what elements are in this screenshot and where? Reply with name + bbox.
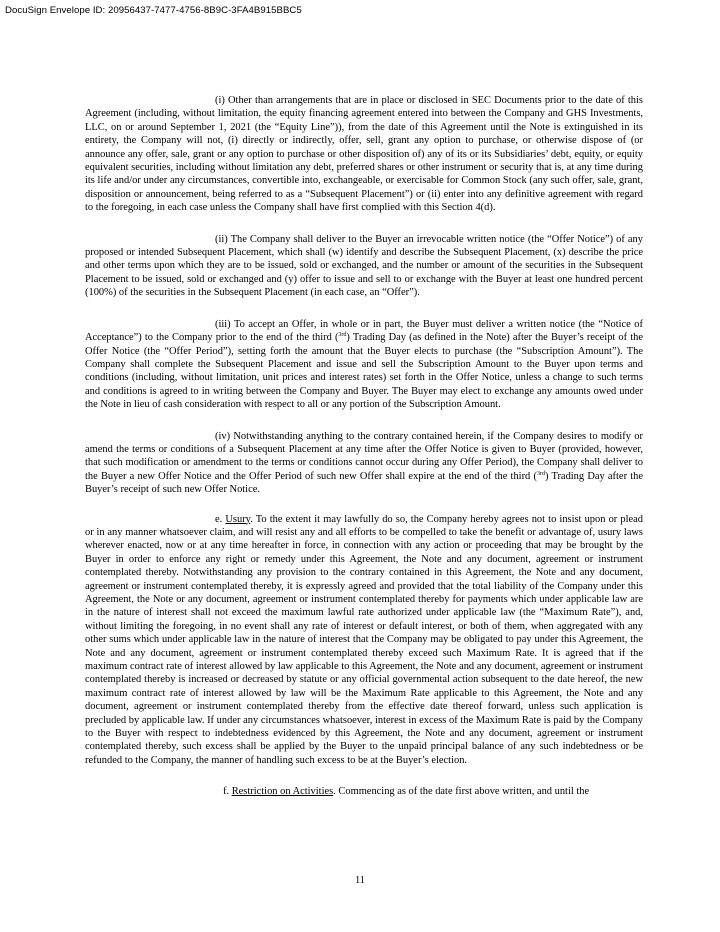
section-heading-restriction: Restriction on Activities [231,786,334,798]
section-e-usury [85,513,643,768]
paragraph-4d-i: (i) Other than arrangements that are in place or disclosed in SEC Documents prior to the date of this Agreement (including, without limitation, the equity financing agreement entered into between the Company and GHS Investments, LLC, on or around September 1, 2021 (the “Equity Line”)), from the date of this Agreement until the Note is extinguished in its entirety, the Company will not, (i) directly or indirectly, offer, sell, grant any option to purchase, or otherwise dispose of (or announce any offer, sale, grant or any option to purchase or other disposition of) any of its or its Subsidiaries’ debt, equity, or equity equivalent securities, including without limitation any debt, preferred shares or other instrument or security that is, at any time during its life and/or under any circumstances, convertible into, exchangeable, or exercisable for Common Stock (any such offer, sale, grant, disposition or announcement, being referred to as a “Subsequent Placement”) or (ii) enter into any definitive agreement with regard to the foregoing, in each case unless the Company shall have first complied with this Section 4(d). [85,95,643,214]
paragraph-text: . Commencing as of the date first above written, and until the [333,786,590,798]
paragraph-text: (iv) Notwithstanding anything to the contrary contained herein, if the Company desires to modify or amend the terms or conditions of a Subsequent Placement at any time after the Offer Notice is given to Buyer (provided, however, that such modification or amendment to the terms or conditions cannot occur during any Offer Period), the Company shall deliver to the Buyer a new Offer Notice and the Offer Period of such new Offer shall expire at the end of the third ( [85,430,643,482]
paragraph-text: ) Trading Day (as defined in the Note) after the Buyer’s receipt of the Offer Notice (the “Offer Period”), setting forth the amount that the Buyer elects to purchase (the “Subscription Amount”). The Company shall complete the Subsequent Placement and issue and sell the Subscription Amount to the Buyer upon terms and conditions (including, without limitation, unit prices and interest rates) set forth in the Offer Notice, unless a change to such terms and conditions is agreed to in writing between the Company and Buyer. The Buyer may elect to exchange any amounts owed under the Note in lieu of cash consideration with respect to all or any portion of the Subscription Amount. [85,332,643,411]
paragraph-text: ) Trading Day after the Buyer’s receipt of such new Offer Notice. [85,470,643,496]
paragraph-4d-iv [85,430,643,497]
ordinal-superscript: 3rd [338,332,347,339]
paragraph-text: . To the extent it may lawfully do so, the Company hereby agrees not to insist upon or plead or in any manner whatsoever claim, and will resist any and all efforts to be compelled to take the benefit or advantage of, usury laws wherever enacted, now or at any time hereafter in force, in connection with any action or proceeding that may be brought by the Buyer in order to enforce any right or remedy under this Agreement, the Note and any document, agreement or instrument contemplated thereby. Notwithstanding any provision to the contrary contained in this Agreement, the Note and any document, agreement or instrument contemplated thereby, it is expressly agreed and provided that the total liability of the Company under this Agreement, the Note or any document, agreement or instrument contemplated thereby for payments which under applicable law are in the nature of interest shall not exceed the maximum lawful rate authorized under applicable law (the “Maximum Rate”), and, without limiting the foregoing, in no event shall any rate of interest or default interest, or both of them, when aggregated with any other sums which under applicable law in the nature of interest that the Company may be obligated to pay under this Agreement, the Note and any document, agreement or instrument contemplated thereby exceed such Maximum Rate. It is agreed that if the maximum contract rate of interest allowed by law applicable to this Agreement, the Note and any document, agreement or instrument contemplated thereby is increased or decreased by statute or any official governmental action subsequent to the date hereof, the new maximum contract rate of interest allowed by law will be the Maximum Rate applicable to this Agreement, the Note and any document, agreement or instrument contemplated thereby from the effective date thereof forward, unless such application is precluded by applicable law. If under any circumstances whatsoever, interest in excess of the Maximum Rate is paid by the Company to the Buyer with respect to indebtedness evidenced by this Agreement, the Note and any document, agreement or instrument contemplated thereby, such excess shall be applied by the Buyer to the unpaid principal balance of any such indebtedness or be refunded to the Company, the manner of handling such excess to be at the Buyer’s election. [85,513,644,766]
paragraph-text: (iii) To accept an Offer, in whole or in part, the Buyer must deliver a written notice (the “Notice of Acceptance”) to the Company prior to the end of the third ( [85,318,643,344]
section-f-restriction [85,785,643,798]
document-body [85,94,643,799]
section-heading-usury: Usury [225,513,251,525]
paragraph-4d-ii: (ii) The Company shall deliver to the Buyer an irrevocable written notice (the “Offer Notice”) of any proposed or intended Subsequent Placement, which shall (w) identify and describe the Subsequent Placement, (x) describe the price and other terms upon which they are to be issued, sold or exchanged, and the number or amount of the securities in the Subsequent Placement to be issued, sold or exchanged and (y) offer to issue and sell to or exchange with the Buyer at least one hundred percent (100%) of the securities in the Subsequent Placement (in each case, an “Offer”). [85,233,643,299]
paragraph-4d-iii [85,318,643,412]
section-label: e. [215,513,223,525]
section-label: f. [223,786,230,798]
page-number: 11 [354,875,366,886]
ordinal-superscript: 3rd [536,470,545,477]
docusign-envelope-id: DocuSign Envelope ID: 20956437-7477-4756-8B9C-3FA4B915BBC5 [5,5,302,16]
